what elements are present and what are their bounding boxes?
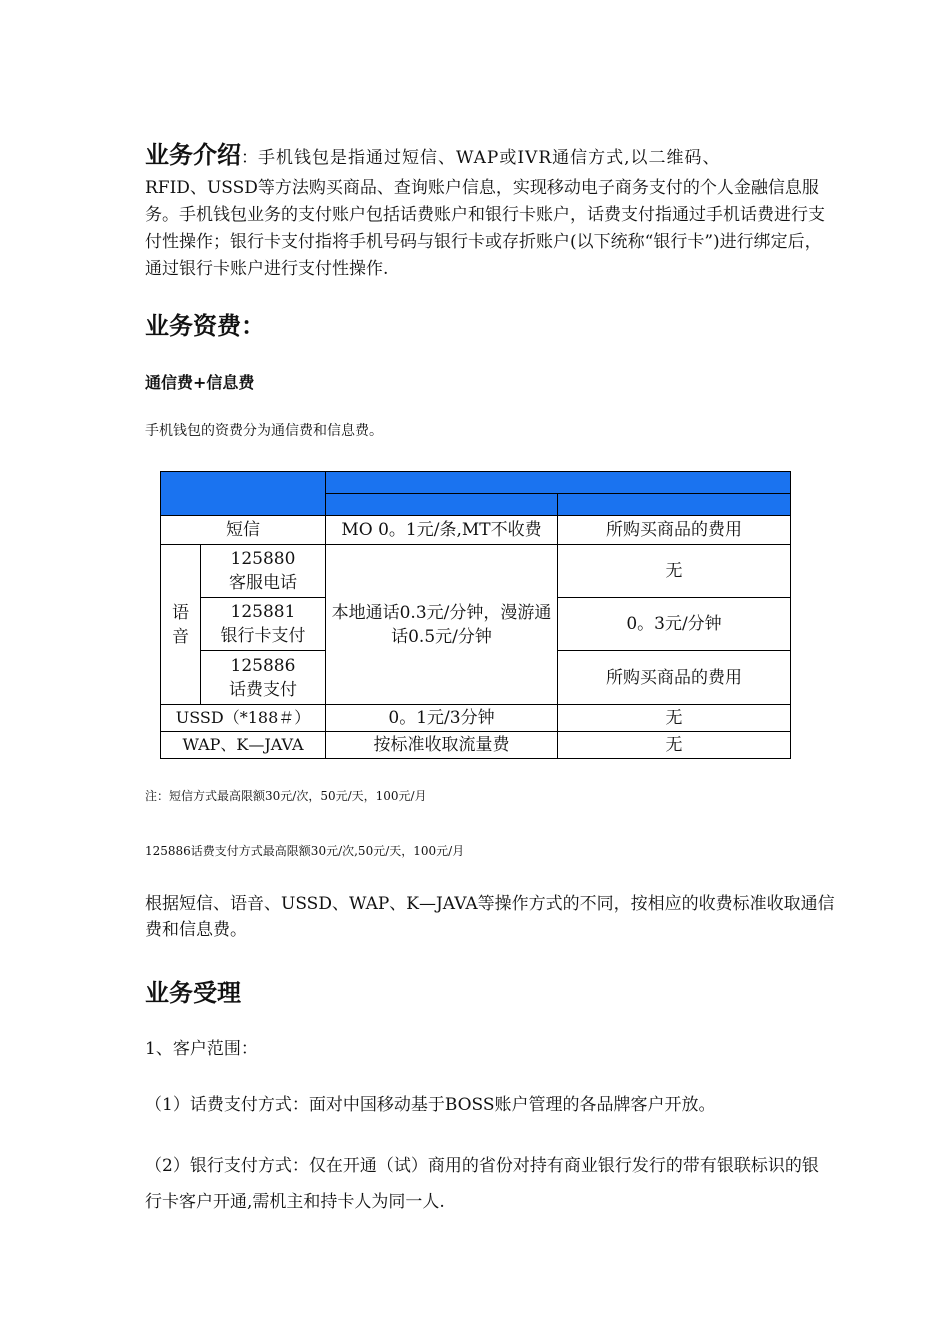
header-info-cell (558, 494, 791, 516)
sms-comm-fee: MO 0。1元/条,MT不收费 (326, 516, 558, 545)
intro-first-line (145, 135, 835, 170)
ussd-label: USSD（*188＃） (161, 705, 326, 732)
table-row (161, 516, 791, 545)
voice-service-cell (201, 651, 326, 705)
limit-note-125886: 125886话费支付方式最高限额30元/次,50元/天，100元/月 (145, 844, 465, 858)
voice-number: 125881 (230, 602, 296, 622)
wap-comm-fee: 按标准收取流量费 (326, 732, 558, 759)
acceptance-item-1: （1）话费支付方式：面对中国移动基于BOSS账户管理的各品牌客户开放。 (145, 1095, 716, 1115)
voice-service-cell (201, 598, 326, 651)
ussd-info-fee: 无 (558, 705, 791, 732)
tariff-description: 手机钱包的资费分为通信费和信息费。 (145, 423, 383, 439)
limit-note-sms: 注：短信方式最高限额30元/次，50元/天，100元/月 (145, 789, 427, 803)
wap-label: WAP、K—JAVA (161, 732, 326, 759)
sms-label: 短信 (161, 516, 326, 545)
voice-service-cell (201, 545, 326, 598)
wap-info-fee: 无 (558, 732, 791, 759)
voice-comm-fee: 本地通话0.3元/分钟，漫游通话0.5元/分钟 (326, 545, 558, 705)
voice-number: 125880 (230, 549, 296, 569)
header-blank-cell (161, 472, 326, 516)
voice-name: 客服电话 (229, 573, 297, 593)
intro-first-text: 手机钱包是指通过短信、WAP或IVR通信方式,以二维码、 (258, 148, 721, 168)
tariff-table (160, 471, 791, 759)
acceptance-heading: 业务受理 (145, 979, 241, 1007)
acceptance-item-2: （2）银行支付方式：仅在开通（试）商用的省份对持有商业银行发行的带有银联标识的银行卡客户开通,需机主和持卡人为同一人. (145, 1156, 819, 1212)
voice-info-fee: 0。3元/分钟 (558, 598, 791, 651)
operation-paragraph: 根据短信、语音、USSD、WAP、K—JAVA等操作方式的不同，按相应的收费标准收取通信费和信息费。 (145, 894, 835, 940)
table-header-row (161, 472, 791, 494)
intro-colon: ： (241, 148, 258, 168)
table-row (161, 545, 791, 598)
voice-info-fee: 无 (558, 545, 791, 598)
intro-heading: 业务介绍 (145, 141, 241, 169)
header-top-cell (326, 472, 791, 494)
voice-label: 语 音 (161, 545, 201, 705)
table-row (161, 705, 791, 732)
tariff-subheading: 通信费+信息费 (145, 373, 255, 392)
intro-paragraph: RFID、USSD等方法购买商品、查询账户信息，实现移动电子商务支付的个人金融信息服务。手机钱包业务的支付账户包括话费账户和银行卡账户，话费支付指通过手机话费进行支付性操作；银行卡支付指将手机号码与银行卡或存折账户(以下统称“银行卡”)进行绑定后，通过银行卡账户进行支付性操作. (145, 178, 825, 279)
tariff-heading: 业务资费： (145, 312, 265, 340)
voice-number: 125886 (230, 655, 296, 676)
voice-name: 银行卡支付 (220, 626, 306, 646)
header-comm-cell (326, 494, 558, 516)
voice-name: 话费支付 (229, 679, 297, 700)
voice-info-fee: 所购买商品的费用 (558, 651, 791, 705)
sms-info-fee: 所购买商品的费用 (558, 516, 791, 545)
ussd-comm-fee: 0。1元/3分钟 (326, 705, 558, 732)
table-row (161, 732, 791, 759)
customer-scope: 1、客户范围： (145, 1039, 258, 1059)
